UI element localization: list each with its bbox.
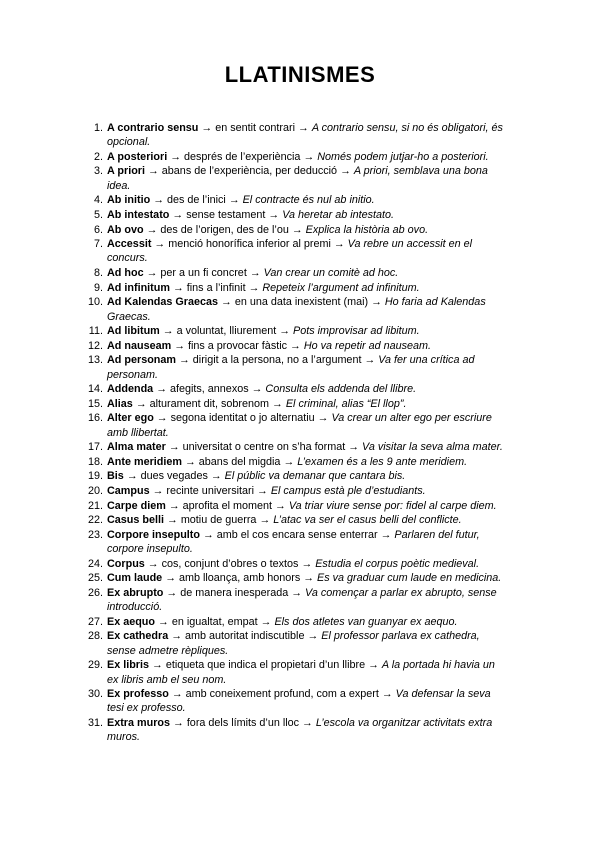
arrow-icon: →: [172, 208, 184, 221]
arrow-icon: →: [172, 281, 184, 294]
latin-term: Ad infinitum: [107, 281, 170, 294]
list-item: [93, 266, 507, 280]
arrow-icon: →: [251, 383, 263, 396]
list-item: [87, 586, 507, 615]
arrow-icon: →: [221, 296, 232, 309]
list-item: [93, 237, 507, 266]
arrow-icon: →: [259, 514, 271, 527]
term-meaning: afegits, annexos: [169, 383, 249, 396]
list-item: [93, 193, 507, 207]
latin-term: Carpe diem: [107, 499, 166, 512]
arrow-icon: →: [158, 615, 169, 628]
item-number: 13.: [87, 354, 103, 367]
usage-example: Van crear un comitè ad hoc.: [263, 267, 399, 280]
item-number: 12.: [87, 339, 103, 352]
arrow-icon: →: [307, 630, 319, 643]
list-item: [93, 281, 507, 295]
latin-term: Corpus: [107, 557, 145, 570]
list-item: [93, 150, 507, 164]
latinisms-list: [0, 121, 600, 745]
usage-example: Va rebre un accessit en el concurs.: [107, 238, 473, 265]
usage-example: A contrario sensu, si no és obligatori, és opcional.: [107, 122, 503, 149]
item-number: 22.: [87, 514, 103, 527]
usage-example: Va començar a parlar ex abrupto, sense introducció.: [107, 586, 497, 614]
usage-example: Pots improvisar ad libitum.: [293, 325, 420, 338]
latin-term: Casus belli: [107, 514, 165, 527]
arrow-icon: →: [291, 223, 303, 236]
list-item: [87, 615, 507, 629]
arrow-icon: →: [228, 194, 240, 207]
latin-term: Addenda: [107, 383, 154, 396]
item-number: 25.: [87, 572, 103, 585]
arrow-icon: →: [173, 717, 184, 730]
item-number: 24.: [87, 557, 103, 570]
usage-example: L’escola va organitzar activitats extra muros.: [107, 717, 493, 744]
item-number: 3.: [93, 165, 103, 178]
latin-term: Ex professo: [107, 688, 169, 701]
term-meaning: cos, conjunt d’obres o textos: [161, 557, 299, 570]
usage-example: Estudia el corpus poètic medieval.: [315, 557, 480, 570]
usage-example: Es va graduar cum laude en medicina.: [317, 572, 502, 585]
page-title: LLATINISMES: [224, 62, 376, 87]
term-meaning: fins a provocar fàstic: [188, 339, 288, 352]
term-meaning: fora dels límits d’un lloc: [186, 717, 300, 730]
list-item: [87, 411, 507, 440]
arrow-icon: →: [275, 499, 286, 512]
term-meaning: en igualtat, empat: [171, 615, 258, 628]
term-meaning: amb lloança, amb honors: [179, 572, 301, 585]
latin-term: Ex libris: [107, 659, 150, 672]
list-item: [87, 513, 507, 527]
arrow-icon: →: [283, 455, 295, 468]
latin-term: A contrario sensu: [107, 122, 199, 134]
arrow-icon: →: [156, 383, 167, 396]
latin-term: Ab ovo: [107, 223, 144, 236]
arrow-icon: →: [348, 441, 360, 454]
usage-example: Explica la història ab ovo.: [305, 223, 429, 236]
arrow-icon: →: [371, 296, 382, 309]
usage-example: El públic va demanar que cantara bis.: [224, 470, 406, 483]
arrow-icon: →: [152, 485, 164, 498]
arrow-icon: →: [210, 470, 222, 483]
item-number: 11.: [88, 325, 103, 338]
list-item: [87, 455, 507, 469]
arrow-icon: →: [333, 238, 345, 251]
list-item: [87, 658, 507, 687]
usage-example: Va heretar ab intestato.: [282, 208, 395, 221]
arrow-icon: →: [303, 150, 315, 163]
item-number: 29.: [87, 659, 103, 672]
list-item: [87, 295, 507, 324]
arrow-icon: →: [162, 325, 174, 338]
item-number: 10.: [87, 296, 103, 309]
item-number: 28.: [87, 630, 103, 643]
arrow-icon: →: [291, 586, 303, 599]
list-item: [87, 484, 507, 498]
term-meaning: després de l’experiència: [184, 150, 301, 163]
term-meaning: en sentit contrari: [215, 122, 296, 134]
arrow-icon: →: [257, 485, 268, 498]
latin-term: Ante meridiem: [107, 455, 182, 468]
usage-example: El professor parlava ex cathedra, sense admetre rèpliques.: [107, 630, 480, 657]
item-number: 19.: [87, 470, 103, 483]
list-item: [93, 223, 507, 237]
term-meaning: amb el cos encara sense enterrar: [216, 528, 378, 541]
term-meaning: motiu de guerra: [180, 514, 257, 527]
arrow-icon: →: [126, 470, 138, 483]
arrow-icon: →: [279, 325, 290, 338]
list-item: [93, 121, 507, 150]
usage-example: A priori, semblava una bona idea.: [107, 165, 488, 192]
term-meaning: segona identitat o jo alternatiu: [170, 412, 315, 425]
arrow-icon: →: [153, 194, 164, 207]
usage-example: Va fer una crítica ad personam.: [107, 354, 475, 381]
arrow-icon: →: [272, 397, 283, 410]
term-meaning: dirigit a la persona, no a l’argument: [192, 354, 362, 367]
arrow-icon: →: [303, 572, 315, 585]
item-number: 6.: [93, 223, 103, 236]
arrow-icon: →: [381, 688, 393, 701]
arrow-icon: →: [156, 412, 168, 425]
arrow-icon: →: [340, 165, 351, 178]
latin-term: Ad nauseam: [107, 339, 172, 352]
term-meaning: abans de l’experiència, per deducció: [161, 165, 338, 178]
item-number: 7.: [93, 238, 103, 251]
arrow-icon: →: [168, 499, 180, 512]
latin-term: Ad personam: [107, 354, 176, 367]
usage-example: Va visitar la seva alma mater.: [362, 441, 503, 454]
item-number: 2.: [93, 150, 103, 163]
term-meaning: universitat o centre on s’ha format: [182, 441, 346, 454]
latin-term: Cum laude: [107, 572, 163, 585]
arrow-icon: →: [165, 572, 176, 585]
latin-term: Ex cathedra: [107, 630, 169, 643]
item-number: 16.: [87, 412, 103, 425]
latin-term: Corpore insepulto: [107, 528, 200, 541]
usage-example: El campus està ple d’estudiants.: [270, 485, 426, 498]
item-number: 9.: [93, 281, 103, 294]
arrow-icon: →: [317, 412, 329, 425]
term-meaning: aprofita el moment: [182, 499, 273, 512]
term-meaning: menció honorífica inferior al premi: [168, 238, 331, 251]
latin-term: Accessit: [107, 238, 152, 251]
arrow-icon: →: [168, 441, 180, 454]
list-item: [87, 528, 507, 557]
list-item: [87, 382, 507, 396]
item-number: 18.: [87, 455, 103, 468]
usage-example: Ho faria ad Kalendas Graecas.: [107, 296, 486, 323]
usage-example: Ho va repetir ad nauseam.: [303, 339, 432, 352]
arrow-icon: →: [202, 528, 214, 541]
arrow-icon: →: [201, 122, 213, 134]
arrow-icon: →: [152, 659, 163, 672]
usage-example: Va defensar la seva tesi ex professo.: [107, 688, 491, 715]
item-number: 30.: [87, 688, 103, 701]
item-number: 14.: [87, 383, 103, 396]
latin-term: A priori: [107, 165, 145, 178]
list-item: [87, 469, 507, 483]
arrow-icon: →: [166, 586, 178, 599]
item-number: 8.: [93, 267, 103, 280]
item-number: 1.: [93, 122, 103, 134]
usage-example: A la portada hi havia un ex libris amb el seu nom.: [107, 659, 495, 686]
arrow-icon: →: [260, 615, 272, 628]
latin-term: Ad hoc: [107, 267, 144, 280]
item-number: 17.: [87, 441, 103, 454]
list-item: [93, 164, 507, 193]
term-meaning: recinte universitari: [166, 485, 255, 498]
usage-example: Consulta els addenda del llibre.: [265, 383, 417, 396]
arrow-icon: →: [179, 354, 190, 367]
item-number: 31.: [87, 717, 103, 730]
arrow-icon: →: [135, 397, 147, 410]
list-item: [87, 397, 507, 411]
arrow-icon: →: [248, 281, 260, 294]
arrow-icon: →: [147, 557, 159, 570]
arrow-icon: →: [368, 659, 379, 672]
term-meaning: des de l’origen, des de l’ou: [160, 223, 289, 236]
item-number: 4.: [93, 194, 103, 207]
latin-term: Bis: [107, 470, 124, 483]
arrow-icon: →: [174, 339, 185, 352]
usage-example: Parlaren del futur, corpore insepulto.: [107, 528, 480, 556]
latin-term: Ad Kalendas Graecas: [107, 296, 219, 309]
list-item: [93, 208, 507, 222]
arrow-icon: →: [171, 688, 183, 701]
list-item: [87, 629, 507, 658]
arrow-icon: →: [146, 267, 158, 280]
latin-term: Campus: [107, 485, 150, 498]
latin-term: A posteriori: [107, 150, 168, 163]
term-meaning: etiqueta que indica el propietari d’un llibre: [165, 659, 366, 672]
list-item: [88, 324, 507, 338]
latin-term: Ex aequo: [107, 615, 156, 628]
item-number: 23.: [87, 528, 103, 541]
latin-term: Ab intestato: [107, 208, 170, 221]
item-number: 26.: [87, 586, 103, 599]
list-item: [87, 339, 507, 353]
arrow-icon: →: [185, 455, 196, 468]
latin-term: Ab initio: [107, 194, 151, 207]
item-number: 15.: [87, 397, 103, 410]
latin-term: Alias: [107, 397, 133, 410]
latin-term: Alma mater: [107, 441, 166, 454]
latin-term: Extra muros: [107, 717, 171, 730]
arrow-icon: →: [154, 238, 166, 251]
list-item: [87, 687, 507, 716]
usage-example: L’examen és a les 9 ante meridiem.: [297, 455, 468, 468]
term-meaning: alturament dit, sobrenom: [149, 397, 270, 410]
usage-example: Els dos atletes van guanyar ex aequo.: [274, 615, 458, 628]
arrow-icon: →: [148, 165, 159, 178]
list-item: [87, 440, 507, 454]
arrow-icon: →: [146, 223, 158, 236]
arrow-icon: →: [290, 339, 301, 352]
arrow-icon: →: [298, 122, 309, 134]
arrow-icon: →: [302, 717, 313, 730]
term-meaning: fins a l’infinit: [186, 281, 246, 294]
term-meaning: de manera inesperada: [180, 586, 289, 599]
arrow-icon: →: [171, 630, 183, 643]
latin-term: Ad libitum: [107, 325, 160, 338]
usage-example: Va triar viure sense por: fidel al carpe diem.: [288, 499, 497, 512]
list-item: [87, 353, 507, 382]
usage-example: Va crear un alter ego per escriure amb llibertat.: [107, 412, 492, 439]
arrow-icon: →: [380, 528, 392, 541]
term-meaning: per a un fi concret: [160, 267, 247, 280]
list-item: [87, 557, 507, 571]
arrow-icon: →: [301, 557, 313, 570]
term-meaning: amb coneixement profund, com a expert: [185, 688, 379, 701]
item-number: 5.: [93, 208, 103, 221]
arrow-icon: →: [364, 354, 376, 367]
list-item: [87, 716, 507, 745]
usage-example: Repeteix l’argument ad infinitum.: [262, 281, 420, 294]
term-meaning: sense testament: [186, 208, 266, 221]
arrow-icon: →: [170, 150, 181, 163]
arrow-icon: →: [268, 208, 280, 221]
usage-example: Només podem jutjar-ho a posteriori.: [317, 150, 489, 163]
usage-example: El criminal, alias “El llop”.: [285, 397, 407, 410]
item-number: 20.: [87, 485, 103, 498]
term-meaning: des de l’inici: [166, 194, 226, 207]
term-meaning: abans del migdia: [198, 455, 281, 468]
usage-example: L’atac va ser el casus belli del conflicte.: [273, 514, 462, 527]
item-number: 21.: [87, 499, 103, 512]
list-item: [87, 499, 507, 513]
latin-term: Ex abrupto: [107, 586, 164, 599]
list-item: [87, 571, 507, 585]
item-number: 27.: [87, 615, 103, 628]
term-meaning: a voluntat, lliurement: [176, 325, 277, 338]
arrow-icon: →: [249, 267, 261, 280]
usage-example: El contracte és nul ab initio.: [242, 194, 375, 207]
term-meaning: amb autoritat indiscutible: [185, 630, 305, 643]
arrow-icon: →: [167, 514, 178, 527]
latin-term: Alter ego: [107, 412, 154, 425]
term-meaning: en una data inexistent (mai): [234, 296, 369, 309]
term-meaning: dues vegades: [140, 470, 208, 483]
